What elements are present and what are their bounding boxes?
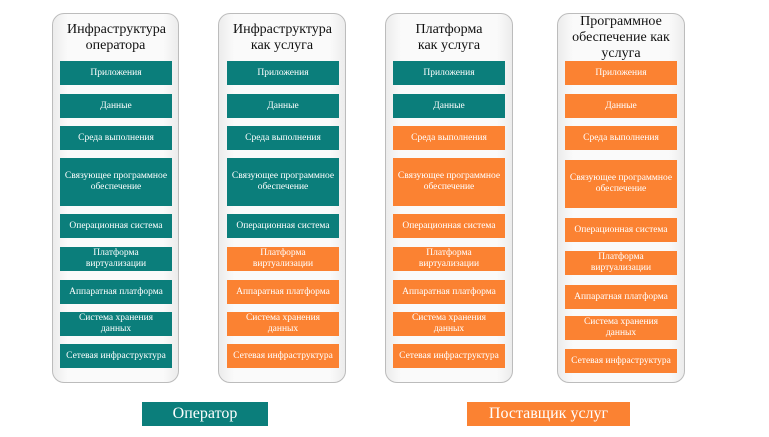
layer-block: Приложения bbox=[227, 61, 339, 85]
layer-block: Сетевая инфраструктура bbox=[393, 344, 505, 368]
layer-block: Система хранения данных bbox=[565, 316, 677, 340]
layer-block: Данные bbox=[393, 94, 505, 118]
layer-block: Связующее программное обеспечение bbox=[227, 158, 339, 206]
layer-block: Связующее программное обеспечение bbox=[565, 160, 677, 208]
layer-block: Данные bbox=[60, 94, 172, 118]
column-title: Программное обеспечение как услуга bbox=[572, 14, 670, 61]
layer-block: Платформа виртуализации bbox=[227, 247, 339, 271]
layer-block: Данные bbox=[227, 94, 339, 118]
layer-block: Среда выполнения bbox=[60, 126, 172, 150]
layer-block: Связующее программное обеспечение bbox=[393, 158, 505, 206]
layer-block: Сетевая инфраструктура bbox=[227, 344, 339, 368]
layer-block: Аппаратная платформа bbox=[227, 280, 339, 304]
legend-operator: Оператор bbox=[142, 402, 268, 426]
layer-block: Платформа виртуализации bbox=[393, 247, 505, 271]
layer-block: Данные bbox=[565, 94, 677, 118]
legend-service-provider: Поставщик услуг bbox=[467, 402, 630, 426]
layer-block: Аппаратная платформа bbox=[565, 285, 677, 309]
layer-block: Платформа виртуализации bbox=[565, 251, 677, 275]
layer-block: Аппаратная платформа bbox=[393, 280, 505, 304]
layer-block: Система хранения данных bbox=[60, 312, 172, 336]
layer-block: Операционная система bbox=[227, 214, 339, 238]
layer-block: Приложения bbox=[393, 61, 505, 85]
layer-block: Операционная система bbox=[565, 218, 677, 242]
layer-block: Операционная система bbox=[60, 214, 172, 238]
layer-block: Среда выполнения bbox=[393, 126, 505, 150]
layer-block: Среда выполнения bbox=[227, 126, 339, 150]
layer-block: Платформа виртуализации bbox=[60, 247, 172, 271]
layer-block: Приложения bbox=[565, 61, 677, 85]
layer-block: Среда выполнения bbox=[565, 126, 677, 150]
column-title: Инфраструктура как услуга bbox=[233, 22, 332, 53]
layer-block: Связующее программное обеспечение bbox=[60, 158, 172, 206]
layer-block: Приложения bbox=[60, 61, 172, 85]
layer-block: Операционная система bbox=[393, 214, 505, 238]
column-title: Платформа как услуга bbox=[415, 22, 483, 53]
layer-block: Система хранения данных bbox=[393, 312, 505, 336]
layer-block: Система хранения данных bbox=[227, 312, 339, 336]
layer-block: Аппаратная платформа bbox=[60, 280, 172, 304]
column-title: Инфраструктура оператора bbox=[67, 22, 166, 53]
layer-block: Сетевая инфраструктура bbox=[565, 349, 677, 373]
layer-block: Сетевая инфраструктура bbox=[60, 344, 172, 368]
